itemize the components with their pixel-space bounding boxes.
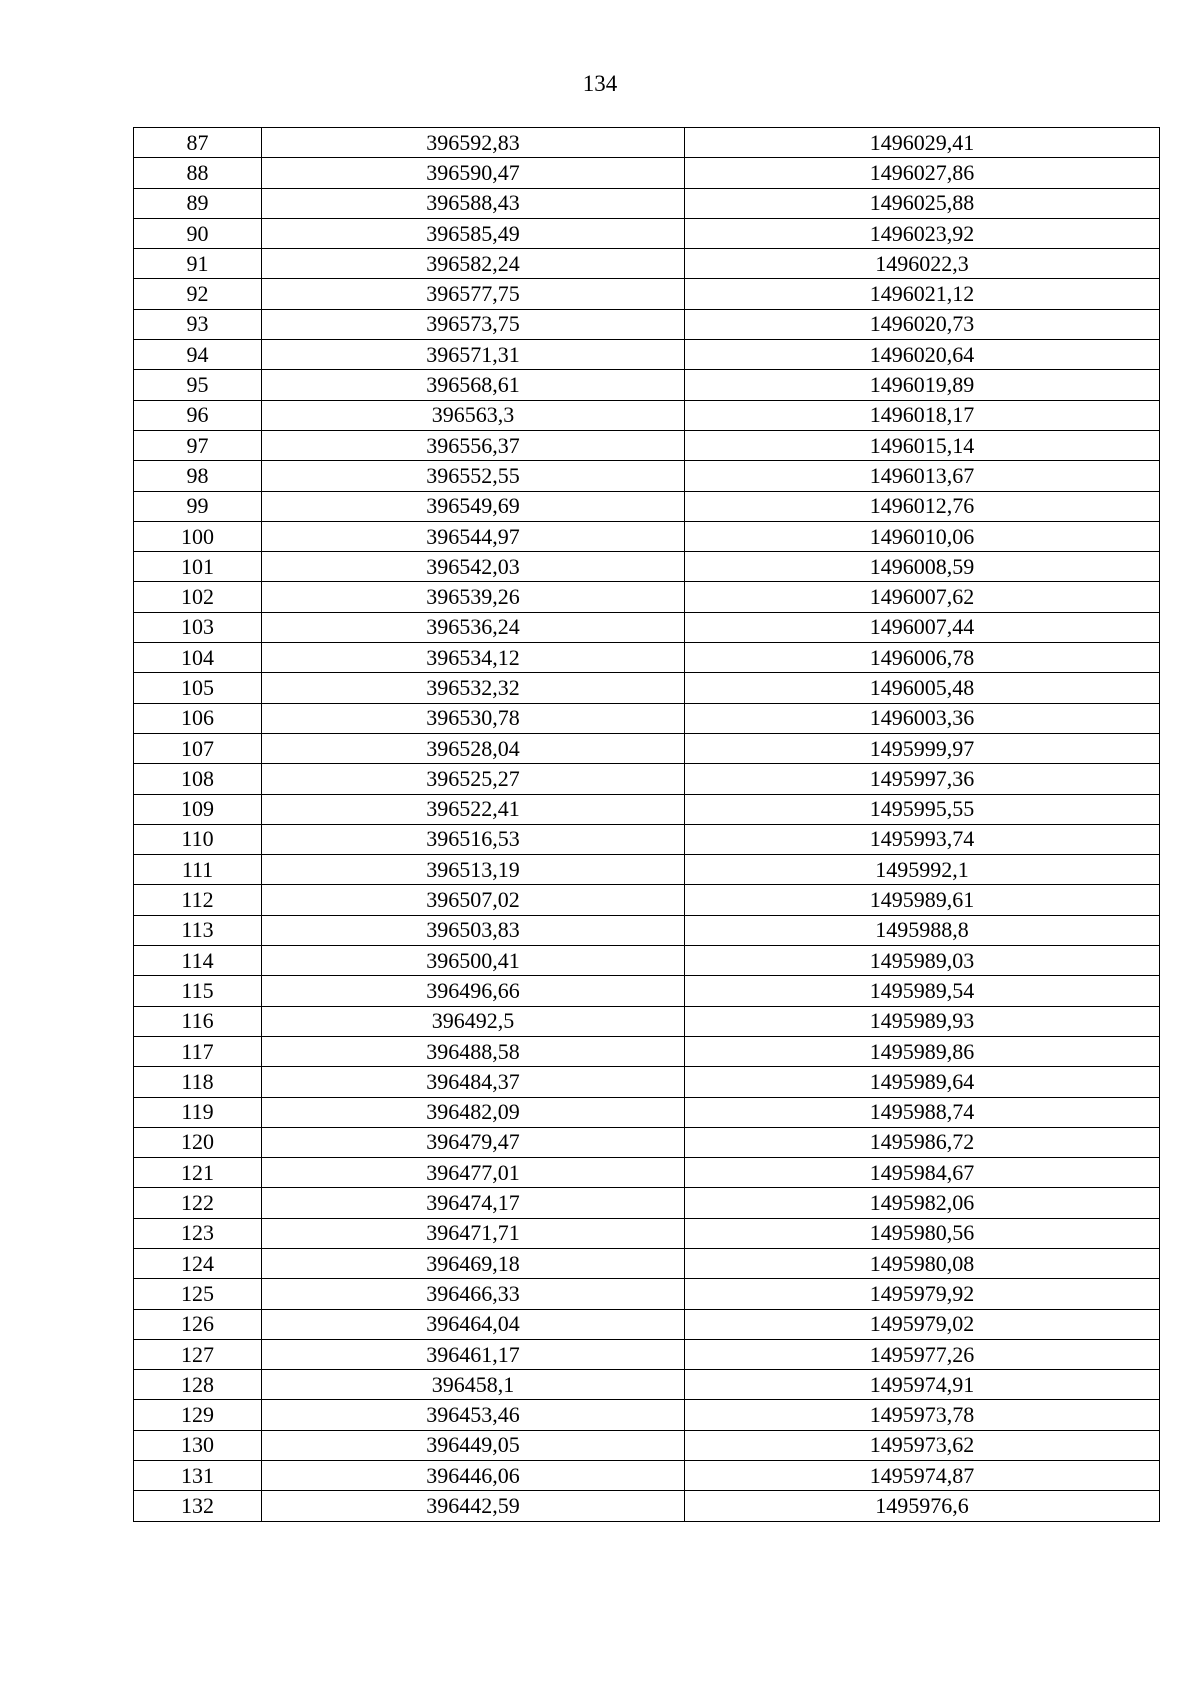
point-number-cell: 105 [134,673,262,703]
y-coordinate-cell: 1496003,36 [685,703,1160,733]
x-coordinate-cell: 396522,41 [262,794,685,824]
point-number-cell: 99 [134,491,262,521]
y-coordinate-cell: 1495988,8 [685,915,1160,945]
table-row [134,158,1160,188]
point-number-cell: 111 [134,855,262,885]
x-coordinate-cell: 396530,78 [262,703,685,733]
x-coordinate-cell: 396496,66 [262,976,685,1006]
x-coordinate-cell: 396482,09 [262,1097,685,1127]
table-row [134,824,1160,854]
y-coordinate-cell: 1496021,12 [685,279,1160,309]
y-coordinate-cell: 1495988,74 [685,1097,1160,1127]
x-coordinate-cell: 396592,83 [262,128,685,158]
x-coordinate-cell: 396479,47 [262,1127,685,1157]
y-coordinate-cell: 1495982,06 [685,1188,1160,1218]
y-coordinate-cell: 1495973,78 [685,1400,1160,1430]
table-row [134,309,1160,339]
point-number-cell: 112 [134,885,262,915]
y-coordinate-cell: 1496023,92 [685,218,1160,248]
x-coordinate-cell: 396590,47 [262,158,685,188]
point-number-cell: 127 [134,1339,262,1369]
y-coordinate-cell: 1496005,48 [685,673,1160,703]
x-coordinate-cell: 396466,33 [262,1279,685,1309]
y-coordinate-cell: 1495989,61 [685,885,1160,915]
y-coordinate-cell: 1495992,1 [685,855,1160,885]
x-coordinate-cell: 396471,71 [262,1218,685,1248]
table-row [134,491,1160,521]
x-coordinate-cell: 396534,12 [262,643,685,673]
table-row [134,885,1160,915]
point-number-cell: 121 [134,1158,262,1188]
x-coordinate-cell: 396556,37 [262,430,685,460]
x-coordinate-cell: 396442,59 [262,1491,685,1521]
point-number-cell: 124 [134,1248,262,1278]
y-coordinate-cell: 1495979,02 [685,1309,1160,1339]
y-coordinate-cell: 1495980,56 [685,1218,1160,1248]
y-coordinate-cell: 1495989,03 [685,946,1160,976]
x-coordinate-cell: 396500,41 [262,946,685,976]
y-coordinate-cell: 1495974,91 [685,1370,1160,1400]
table-row [134,461,1160,491]
point-number-cell: 96 [134,400,262,430]
x-coordinate-cell: 396507,02 [262,885,685,915]
x-coordinate-cell: 396458,1 [262,1370,685,1400]
table-row [134,1158,1160,1188]
table-row [134,128,1160,158]
y-coordinate-cell: 1495984,67 [685,1158,1160,1188]
y-coordinate-cell: 1496007,44 [685,612,1160,642]
y-coordinate-cell: 1496006,78 [685,643,1160,673]
y-coordinate-cell: 1495986,72 [685,1127,1160,1157]
y-coordinate-cell: 1496010,06 [685,521,1160,551]
point-number-cell: 90 [134,218,262,248]
y-coordinate-cell: 1496025,88 [685,188,1160,218]
table-row [134,340,1160,370]
x-coordinate-cell: 396484,37 [262,1067,685,1097]
y-coordinate-cell: 1495977,26 [685,1339,1160,1369]
x-coordinate-cell: 396532,32 [262,673,685,703]
x-coordinate-cell: 396528,04 [262,733,685,763]
table-row [134,1248,1160,1278]
y-coordinate-cell: 1495989,93 [685,1006,1160,1036]
x-coordinate-cell: 396577,75 [262,279,685,309]
table-row [134,582,1160,612]
point-number-cell: 120 [134,1127,262,1157]
y-coordinate-cell: 1496020,73 [685,309,1160,339]
point-number-cell: 123 [134,1218,262,1248]
x-coordinate-cell: 396552,55 [262,461,685,491]
y-coordinate-cell: 1495999,97 [685,733,1160,763]
point-number-cell: 116 [134,1006,262,1036]
x-coordinate-cell: 396573,75 [262,309,685,339]
table-row [134,1491,1160,1521]
point-number-cell: 130 [134,1430,262,1460]
point-number-cell: 128 [134,1370,262,1400]
point-number-cell: 92 [134,279,262,309]
table-row [134,1218,1160,1248]
y-coordinate-cell: 1495980,08 [685,1248,1160,1278]
point-number-cell: 132 [134,1491,262,1521]
table-row [134,1309,1160,1339]
table-row [134,1400,1160,1430]
y-coordinate-cell: 1495974,87 [685,1461,1160,1491]
table-row [134,521,1160,551]
point-number-cell: 101 [134,552,262,582]
table-row [134,1370,1160,1400]
point-number-cell: 106 [134,703,262,733]
y-coordinate-cell: 1495979,92 [685,1279,1160,1309]
y-coordinate-cell: 1495976,6 [685,1491,1160,1521]
point-number-cell: 104 [134,643,262,673]
table-row [134,249,1160,279]
point-number-cell: 89 [134,188,262,218]
point-number-cell: 88 [134,158,262,188]
point-number-cell: 98 [134,461,262,491]
point-number-cell: 103 [134,612,262,642]
y-coordinate-cell: 1496027,86 [685,158,1160,188]
table-row [134,1067,1160,1097]
x-coordinate-cell: 396492,5 [262,1006,685,1036]
y-coordinate-cell: 1495989,54 [685,976,1160,1006]
y-coordinate-cell: 1496008,59 [685,552,1160,582]
table-row [134,764,1160,794]
table-row [134,794,1160,824]
point-number-cell: 97 [134,430,262,460]
y-coordinate-cell: 1496013,67 [685,461,1160,491]
x-coordinate-cell: 396488,58 [262,1036,685,1066]
y-coordinate-cell: 1496007,62 [685,582,1160,612]
point-number-cell: 108 [134,764,262,794]
point-number-cell: 100 [134,521,262,551]
point-number-cell: 118 [134,1067,262,1097]
table-row [134,552,1160,582]
table-row [134,1188,1160,1218]
x-coordinate-cell: 396544,97 [262,521,685,551]
table-row [134,1461,1160,1491]
table-row [134,1006,1160,1036]
point-number-cell: 95 [134,370,262,400]
table-row [134,1097,1160,1127]
point-number-cell: 131 [134,1461,262,1491]
table-row [134,976,1160,1006]
table-row [134,733,1160,763]
x-coordinate-cell: 396461,17 [262,1339,685,1369]
x-coordinate-cell: 396542,03 [262,552,685,582]
table-row [134,218,1160,248]
table-row [134,703,1160,733]
point-number-cell: 109 [134,794,262,824]
point-number-cell: 87 [134,128,262,158]
table-row [134,279,1160,309]
y-coordinate-cell: 1495997,36 [685,764,1160,794]
y-coordinate-cell: 1495989,86 [685,1036,1160,1066]
x-coordinate-cell: 396563,3 [262,400,685,430]
table-row [134,673,1160,703]
point-number-cell: 117 [134,1036,262,1066]
table-row [134,643,1160,673]
x-coordinate-cell: 396446,06 [262,1461,685,1491]
point-number-cell: 93 [134,309,262,339]
table-row [134,1279,1160,1309]
page-number: 134 [582,71,618,96]
x-coordinate-cell: 396582,24 [262,249,685,279]
table-row [134,1339,1160,1369]
table-row [134,188,1160,218]
point-number-cell: 94 [134,340,262,370]
table-row [134,1430,1160,1460]
x-coordinate-cell: 396513,19 [262,855,685,885]
x-coordinate-cell: 396449,05 [262,1430,685,1460]
y-coordinate-cell: 1495995,55 [685,794,1160,824]
point-number-cell: 129 [134,1400,262,1430]
y-coordinate-cell: 1495973,62 [685,1430,1160,1460]
table-row [134,915,1160,945]
y-coordinate-cell: 1496029,41 [685,128,1160,158]
table-row [134,855,1160,885]
x-coordinate-cell: 396503,83 [262,915,685,945]
y-coordinate-cell: 1495989,64 [685,1067,1160,1097]
table-row [134,946,1160,976]
y-coordinate-cell: 1496012,76 [685,491,1160,521]
table-row [134,1036,1160,1066]
point-number-cell: 110 [134,824,262,854]
table-row [134,400,1160,430]
table-row [134,430,1160,460]
point-number-cell: 115 [134,976,262,1006]
table-row [134,370,1160,400]
point-number-cell: 113 [134,915,262,945]
point-number-cell: 125 [134,1279,262,1309]
y-coordinate-cell: 1495993,74 [685,824,1160,854]
coordinates-table [133,127,1160,1522]
y-coordinate-cell: 1496015,14 [685,430,1160,460]
y-coordinate-cell: 1496019,89 [685,370,1160,400]
table-row [134,612,1160,642]
x-coordinate-cell: 396474,17 [262,1188,685,1218]
point-number-cell: 91 [134,249,262,279]
x-coordinate-cell: 396453,46 [262,1400,685,1430]
point-number-cell: 126 [134,1309,262,1339]
coordinates-table-body [134,128,1160,1522]
x-coordinate-cell: 396536,24 [262,612,685,642]
point-number-cell: 122 [134,1188,262,1218]
x-coordinate-cell: 396571,31 [262,340,685,370]
point-number-cell: 119 [134,1097,262,1127]
y-coordinate-cell: 1496022,3 [685,249,1160,279]
x-coordinate-cell: 396585,49 [262,218,685,248]
point-number-cell: 107 [134,733,262,763]
x-coordinate-cell: 396516,53 [262,824,685,854]
y-coordinate-cell: 1496018,17 [685,400,1160,430]
x-coordinate-cell: 396525,27 [262,764,685,794]
x-coordinate-cell: 396469,18 [262,1248,685,1278]
table-row [134,1127,1160,1157]
x-coordinate-cell: 396588,43 [262,188,685,218]
point-number-cell: 102 [134,582,262,612]
x-coordinate-cell: 396549,69 [262,491,685,521]
x-coordinate-cell: 396539,26 [262,582,685,612]
y-coordinate-cell: 1496020,64 [685,340,1160,370]
x-coordinate-cell: 396477,01 [262,1158,685,1188]
x-coordinate-cell: 396464,04 [262,1309,685,1339]
x-coordinate-cell: 396568,61 [262,370,685,400]
point-number-cell: 114 [134,946,262,976]
